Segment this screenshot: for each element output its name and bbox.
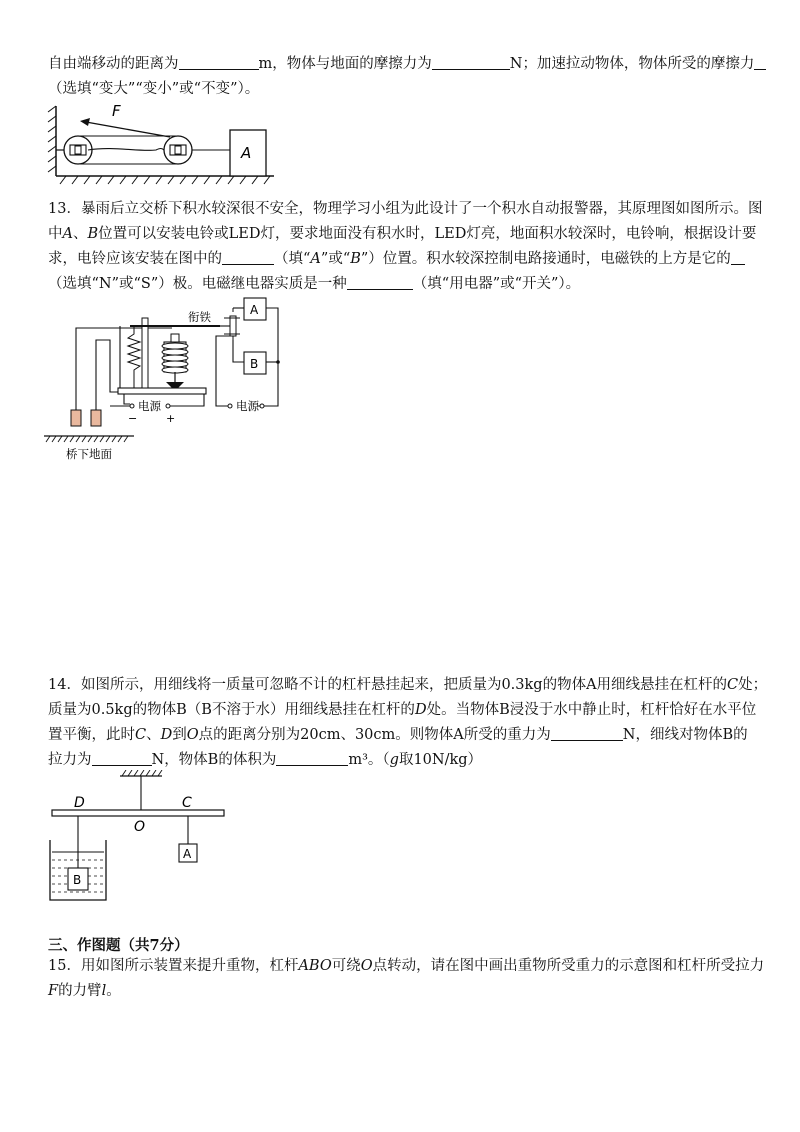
answer-blank[interactable] [92, 751, 152, 766]
answer-blank[interactable] [347, 275, 413, 290]
q13-line-4 [48, 272, 580, 293]
q14-line-3 [48, 723, 748, 744]
answer-blank[interactable] [432, 55, 510, 70]
section-3-title-text: 三、作图题（共7分） [48, 937, 189, 954]
probe-right [91, 410, 101, 426]
q15-line-1 [48, 954, 764, 975]
q12-text: m，物体与地面的摩擦力为 [258, 56, 432, 72]
work-source-label: 电源 [236, 399, 259, 413]
q14-text: 拉力为 [48, 752, 92, 768]
q14-var: D [160, 727, 173, 743]
object-a-label: A [183, 847, 192, 861]
q15-var: F [48, 983, 59, 999]
section-3-title [48, 934, 189, 955]
q13-text: 13．暴雨后立交桥下积水较深很不安全，物理学习小组为此设计了一个积水自动报警器，其原理图如图所示。图 [48, 201, 763, 217]
lever-diagram [44, 770, 244, 908]
q14-line-2 [48, 698, 756, 719]
point-c-label: C [182, 795, 192, 811]
q14-text: 取10N/kg） [398, 752, 483, 768]
minus-sign: − [128, 412, 138, 425]
relay-circuit-diagram [44, 296, 294, 466]
answer-blank[interactable] [551, 726, 623, 741]
q15-text: 15．用如图所示装置来提升重物，杠杆 [48, 958, 299, 974]
q14-text: N，细线对物体B的 [622, 727, 748, 743]
ground-hatch [60, 176, 270, 184]
q14-text: 处； [738, 677, 768, 693]
answer-blank[interactable] [222, 250, 274, 265]
q15-var: O [360, 958, 373, 974]
force-label: F [112, 102, 121, 120]
q14-var: C [727, 677, 739, 693]
q13-var: A [62, 226, 73, 242]
q15-var: l [101, 983, 107, 999]
answer-blank[interactable] [179, 55, 259, 70]
q14-text: 14．如图所示，用细线将一质量可忽略不计的杠杆悬挂起来，把质量为0.3kg的物体A用细线悬挂在杠杆的 [48, 677, 728, 693]
q14-text: 处。当物体B浸没于水中静止时，杠杆恰好在水平位 [426, 702, 757, 718]
q13-text: 求，电铃应该安装在图中的 [48, 251, 222, 267]
point-d-label: D [74, 795, 85, 811]
q12-text: 自由端移动的距离为 [48, 56, 179, 72]
control-source-label: 电源 [138, 399, 161, 413]
answer-blank[interactable] [276, 751, 348, 766]
q14-text: 点的距离分别为20cm、30cm。则物体A所受的重力为 [198, 727, 551, 743]
q13-text: ”或“ [320, 251, 351, 267]
q13-var: A [310, 251, 321, 267]
q14-text: 质量为0.5kg的物体B（B不溶于水）用细线悬挂在杠杆的 [48, 702, 415, 718]
q14-var: O [186, 727, 199, 743]
wall-hatch [48, 106, 56, 172]
q14-var: C [135, 727, 147, 743]
q14-text: N，物体B的体积为 [151, 752, 277, 768]
q13-text: 中 [48, 226, 63, 242]
q14-var: D [414, 702, 427, 718]
q13-text: （填“ [274, 251, 311, 267]
q13-text: 、 [72, 226, 88, 242]
q13-line-2 [48, 222, 756, 243]
device-a-label: A [250, 303, 259, 317]
block-a-label: A [241, 144, 252, 162]
q13-text: 位置可以安装电铃或LED灯，要求地面没有积水时，LED灯亮，地面积水较深时，电铃响，根据设计要 [98, 226, 757, 242]
armature-label: 衔铁 [188, 310, 211, 324]
q15-var: ABO [298, 958, 332, 974]
q12-text: N；加速拉动物体，物体所受的摩擦力 [509, 56, 755, 72]
q15-text: 点转动，请在图中画出重物所受重力的示意图和杠杆所受拉力 [372, 958, 765, 974]
q15-line-2 [48, 979, 121, 1000]
q15-text: 的力臂 [58, 983, 102, 999]
q15-text: 。 [106, 983, 121, 999]
q13-var: B [87, 226, 99, 242]
probe-left [71, 410, 81, 426]
ground-label: 桥下地面 [66, 447, 112, 461]
q13-text: ”）位置。积水较深控制电路接通时，电磁铁的上方是它的 [360, 251, 731, 267]
point-o-label: O [134, 819, 146, 835]
q12-line-2 [48, 77, 259, 98]
plus-sign: + [166, 412, 176, 425]
q14-var: g [389, 752, 399, 768]
q14-text: m³。（ [348, 752, 390, 768]
q12-line-1 [48, 52, 766, 73]
q14-text: 置平衡，此时 [48, 727, 135, 743]
q12-text: （选填“变大”“变小”或“不变”）。 [48, 81, 260, 97]
q14-text: 、 [146, 727, 161, 743]
q13-text: （填“用电器”或“开关”）。 [412, 276, 581, 292]
q14-text: 到 [172, 727, 187, 743]
q14-line-4 [48, 748, 482, 769]
spring [128, 326, 140, 388]
answer-blank[interactable] [731, 250, 745, 265]
device-b-label: B [250, 357, 259, 371]
object-b-label: B [73, 873, 82, 887]
q14-line-1 [48, 673, 767, 694]
q13-line-1 [48, 197, 762, 218]
q13-line-3 [48, 247, 745, 268]
q13-var: B [350, 251, 361, 267]
force-arrow [86, 122, 170, 137]
q15-text: 可绕 [331, 958, 361, 974]
q13-text: （选填“N”或“S”）极。电磁继电器实质是一种 [48, 276, 347, 292]
pulley-diagram [44, 100, 284, 190]
answer-blank[interactable] [754, 55, 766, 70]
